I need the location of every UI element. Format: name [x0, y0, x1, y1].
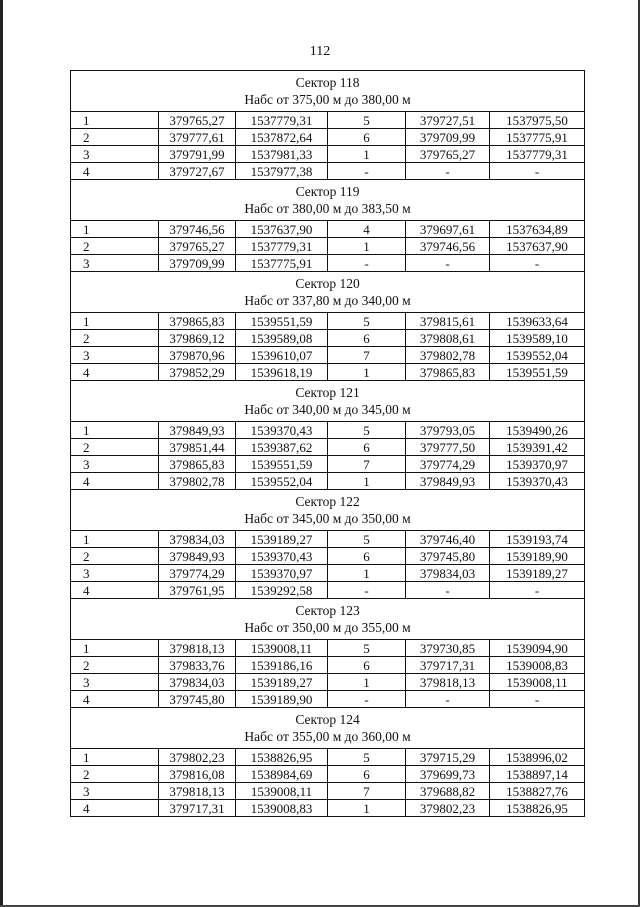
- point-x-cell: 379834,03: [159, 674, 236, 691]
- table-row: [71, 422, 585, 439]
- point-x-cell: 379865,83: [159, 456, 236, 473]
- point-y-cell: 1539589,10: [490, 330, 585, 347]
- point-y-cell: 1538827,76: [490, 783, 585, 800]
- point-x-cell: 379777,61: [159, 129, 236, 146]
- point-y-cell: 1539189,27: [490, 565, 585, 582]
- point-number-cell: 2: [71, 238, 159, 255]
- point-number-cell: 3: [71, 674, 159, 691]
- point-y-cell: 1537637,90: [490, 238, 585, 255]
- point-number-cell: -: [328, 255, 406, 272]
- table-row: [71, 347, 585, 364]
- point-y-cell: 1539387,62: [236, 439, 328, 456]
- sector-header: [71, 490, 585, 531]
- point-number-cell: 5: [328, 422, 406, 439]
- sector-elevation-range: Набс от 340,00 м до 345,00 м: [244, 402, 411, 417]
- point-y-cell: 1539610,07: [236, 347, 328, 364]
- point-x-cell: 379870,96: [159, 347, 236, 364]
- point-y-cell: 1537634,89: [490, 221, 585, 238]
- point-x-cell: 379815,61: [406, 313, 490, 330]
- point-x-cell: 379745,80: [406, 548, 490, 565]
- table-row: [71, 163, 585, 180]
- point-x-cell: 379774,29: [159, 565, 236, 582]
- point-number-cell: 1: [328, 674, 406, 691]
- table-row: [71, 330, 585, 347]
- point-x-cell: -: [406, 582, 490, 599]
- point-x-cell: 379688,82: [406, 783, 490, 800]
- point-y-cell: 1539370,97: [236, 565, 328, 582]
- point-number-cell: 7: [328, 456, 406, 473]
- point-y-cell: 1538826,95: [236, 749, 328, 766]
- point-number-cell: 4: [328, 221, 406, 238]
- table-row: [71, 800, 585, 817]
- sector-title: Сектор 124: [295, 712, 360, 727]
- table-row: [71, 112, 585, 129]
- sector-title: Сектор 120: [295, 276, 360, 291]
- point-number-cell: 3: [71, 255, 159, 272]
- point-y-cell: 1538984,69: [236, 766, 328, 783]
- point-x-cell: 379852,29: [159, 364, 236, 381]
- point-y-cell: 1538996,02: [490, 749, 585, 766]
- point-y-cell: 1539008,11: [236, 640, 328, 657]
- table-row: [71, 439, 585, 456]
- point-x-cell: 379816,08: [159, 766, 236, 783]
- point-y-cell: 1539370,43: [490, 473, 585, 490]
- point-number-cell: 6: [328, 766, 406, 783]
- sector-title: Сектор 123: [295, 603, 360, 618]
- table-row: [71, 238, 585, 255]
- point-y-cell: 1539189,27: [236, 531, 328, 548]
- point-y-cell: 1538826,95: [490, 800, 585, 817]
- point-x-cell: 379717,31: [159, 800, 236, 817]
- point-y-cell: 1537637,90: [236, 221, 328, 238]
- point-number-cell: 1: [71, 749, 159, 766]
- point-x-cell: 379802,78: [159, 473, 236, 490]
- point-x-cell: -: [406, 255, 490, 272]
- scan-edge-left: [0, 0, 3, 907]
- point-number-cell: 3: [71, 146, 159, 163]
- point-x-cell: 379746,40: [406, 531, 490, 548]
- point-y-cell: 1539490,26: [490, 422, 585, 439]
- point-y-cell: 1537872,64: [236, 129, 328, 146]
- sector-header: [71, 708, 585, 749]
- point-y-cell: 1538897,14: [490, 766, 585, 783]
- point-x-cell: 379715,29: [406, 749, 490, 766]
- table-row: [71, 456, 585, 473]
- point-number-cell: 1: [71, 531, 159, 548]
- point-y-cell: 1539370,43: [236, 422, 328, 439]
- point-x-cell: 379745,80: [159, 691, 236, 708]
- point-x-cell: 379727,51: [406, 112, 490, 129]
- sector-title: Сектор 119: [295, 184, 360, 199]
- point-x-cell: 379746,56: [406, 238, 490, 255]
- point-x-cell: 379865,83: [406, 364, 490, 381]
- point-y-cell: 1539189,90: [490, 548, 585, 565]
- point-y-cell: -: [490, 582, 585, 599]
- page-number: 112: [309, 44, 331, 59]
- point-x-cell: 379849,93: [159, 422, 236, 439]
- point-y-cell: 1539552,04: [490, 347, 585, 364]
- table-row: [71, 640, 585, 657]
- point-y-cell: 1539370,97: [490, 456, 585, 473]
- point-number-cell: 5: [328, 531, 406, 548]
- point-number-cell: 6: [328, 330, 406, 347]
- point-number-cell: 1: [328, 146, 406, 163]
- point-number-cell: -: [328, 691, 406, 708]
- sector-header: [71, 180, 585, 221]
- table-row: [71, 221, 585, 238]
- point-number-cell: 1: [71, 313, 159, 330]
- table-row: [71, 548, 585, 565]
- point-number-cell: 1: [328, 800, 406, 817]
- sector-elevation-range: Набс от 380,00 м до 383,50 м: [244, 201, 411, 216]
- point-x-cell: 379818,13: [406, 674, 490, 691]
- point-y-cell: 1539551,59: [236, 456, 328, 473]
- point-number-cell: 7: [328, 347, 406, 364]
- point-number-cell: 2: [71, 439, 159, 456]
- point-y-cell: 1539292,58: [236, 582, 328, 599]
- point-y-cell: 1539391,42: [490, 439, 585, 456]
- point-y-cell: 1539008,83: [236, 800, 328, 817]
- point-x-cell: 379717,31: [406, 657, 490, 674]
- table-row: [71, 255, 585, 272]
- point-y-cell: 1539008,11: [236, 783, 328, 800]
- table-row: [71, 473, 585, 490]
- point-x-cell: 379793,05: [406, 422, 490, 439]
- point-number-cell: 5: [328, 640, 406, 657]
- point-y-cell: 1537775,91: [490, 129, 585, 146]
- point-number-cell: 3: [71, 565, 159, 582]
- sector-title: Сектор 118: [295, 75, 360, 90]
- point-number-cell: 2: [71, 548, 159, 565]
- point-x-cell: 379818,13: [159, 640, 236, 657]
- point-x-cell: 379818,13: [159, 783, 236, 800]
- point-number-cell: 4: [71, 364, 159, 381]
- point-number-cell: 4: [71, 473, 159, 490]
- point-x-cell: 379849,93: [159, 548, 236, 565]
- point-x-cell: -: [406, 691, 490, 708]
- sector-elevation-range: Набс от 337,80 м до 340,00 м: [244, 293, 411, 308]
- table-row: [71, 766, 585, 783]
- point-y-cell: 1539618,19: [236, 364, 328, 381]
- point-x-cell: 379808,61: [406, 330, 490, 347]
- point-x-cell: 379727,67: [159, 163, 236, 180]
- table-row: [71, 129, 585, 146]
- sector-table: [70, 271, 585, 381]
- sector-elevation-range: Набс от 350,00 м до 355,00 м: [244, 620, 411, 635]
- point-x-cell: 379777,50: [406, 439, 490, 456]
- point-x-cell: 379834,03: [406, 565, 490, 582]
- table-row: [71, 749, 585, 766]
- point-y-cell: 1537779,31: [236, 112, 328, 129]
- point-y-cell: 1537779,31: [490, 146, 585, 163]
- table-row: [71, 783, 585, 800]
- point-number-cell: 4: [71, 800, 159, 817]
- point-y-cell: 1539589,08: [236, 330, 328, 347]
- point-x-cell: 379761,95: [159, 582, 236, 599]
- point-number-cell: 5: [328, 112, 406, 129]
- point-number-cell: 2: [71, 330, 159, 347]
- point-x-cell: 379865,83: [159, 313, 236, 330]
- point-number-cell: 1: [328, 364, 406, 381]
- point-number-cell: 1: [71, 221, 159, 238]
- point-x-cell: 379851,44: [159, 439, 236, 456]
- point-number-cell: 4: [71, 582, 159, 599]
- table-row: [71, 531, 585, 548]
- point-number-cell: 6: [328, 548, 406, 565]
- point-number-cell: 4: [71, 691, 159, 708]
- point-x-cell: 379849,93: [406, 473, 490, 490]
- point-number-cell: 1: [71, 422, 159, 439]
- point-number-cell: 6: [328, 129, 406, 146]
- point-x-cell: 379746,56: [159, 221, 236, 238]
- point-y-cell: -: [490, 163, 585, 180]
- point-y-cell: 1539551,59: [236, 313, 328, 330]
- table-row: [71, 565, 585, 582]
- sector-header: [71, 599, 585, 640]
- point-number-cell: 1: [71, 112, 159, 129]
- sector-elevation-range: Набс от 355,00 м до 360,00 м: [244, 729, 411, 744]
- point-y-cell: 1539189,90: [236, 691, 328, 708]
- point-number-cell: -: [328, 582, 406, 599]
- point-x-cell: 379765,27: [159, 112, 236, 129]
- point-y-cell: 1537779,31: [236, 238, 328, 255]
- sector-header: [71, 381, 585, 422]
- point-y-cell: 1539008,83: [490, 657, 585, 674]
- point-number-cell: 5: [328, 313, 406, 330]
- point-x-cell: 379697,61: [406, 221, 490, 238]
- sector-elevation-range: Набс от 345,00 м до 350,00 м: [244, 511, 411, 526]
- point-x-cell: 379869,12: [159, 330, 236, 347]
- point-x-cell: 379709,99: [159, 255, 236, 272]
- point-number-cell: -: [328, 163, 406, 180]
- point-number-cell: 1: [71, 640, 159, 657]
- sector-table: [70, 489, 585, 599]
- sector-table: [70, 380, 585, 490]
- point-y-cell: 1537775,91: [236, 255, 328, 272]
- point-y-cell: 1537975,50: [490, 112, 585, 129]
- sector-title: Сектор 121: [295, 385, 360, 400]
- point-number-cell: 4: [71, 163, 159, 180]
- point-number-cell: 7: [328, 783, 406, 800]
- point-y-cell: 1539008,11: [490, 674, 585, 691]
- point-y-cell: -: [490, 255, 585, 272]
- sector-table: [70, 70, 585, 180]
- table-row: [71, 364, 585, 381]
- point-number-cell: 1: [328, 473, 406, 490]
- point-y-cell: 1539633,64: [490, 313, 585, 330]
- point-y-cell: 1539189,27: [236, 674, 328, 691]
- point-number-cell: 3: [71, 456, 159, 473]
- point-number-cell: 2: [71, 766, 159, 783]
- point-y-cell: 1539094,90: [490, 640, 585, 657]
- point-x-cell: 379709,99: [406, 129, 490, 146]
- point-number-cell: 2: [71, 129, 159, 146]
- point-y-cell: 1539370,43: [236, 548, 328, 565]
- point-y-cell: -: [490, 691, 585, 708]
- point-number-cell: 6: [328, 439, 406, 456]
- sector-elevation-range: Набс от 375,00 м до 380,00 м: [244, 92, 411, 107]
- point-number-cell: 1: [328, 238, 406, 255]
- sector-header: [71, 71, 585, 112]
- point-x-cell: 379834,03: [159, 531, 236, 548]
- point-number-cell: 3: [71, 347, 159, 364]
- point-x-cell: 379774,29: [406, 456, 490, 473]
- point-y-cell: 1537981,33: [236, 146, 328, 163]
- point-y-cell: 1539193,74: [490, 531, 585, 548]
- table-row: [71, 674, 585, 691]
- point-x-cell: 379833,76: [159, 657, 236, 674]
- point-x-cell: 379765,27: [406, 146, 490, 163]
- point-y-cell: 1539186,16: [236, 657, 328, 674]
- point-number-cell: 6: [328, 657, 406, 674]
- point-x-cell: 379730,85: [406, 640, 490, 657]
- point-x-cell: 379802,78: [406, 347, 490, 364]
- table-row: [71, 691, 585, 708]
- sector-table: [70, 598, 585, 708]
- sector-table: [70, 179, 585, 272]
- sector-title: Сектор 122: [295, 494, 360, 509]
- table-row: [71, 582, 585, 599]
- point-number-cell: 1: [328, 565, 406, 582]
- table-row: [71, 657, 585, 674]
- coordinates-document: [70, 70, 584, 817]
- point-number-cell: 5: [328, 749, 406, 766]
- table-row: [71, 146, 585, 163]
- point-x-cell: 379765,27: [159, 238, 236, 255]
- sector-table: [70, 707, 585, 817]
- point-x-cell: 379802,23: [406, 800, 490, 817]
- point-x-cell: -: [406, 163, 490, 180]
- point-y-cell: 1539552,04: [236, 473, 328, 490]
- sector-header: [71, 272, 585, 313]
- point-x-cell: 379802,23: [159, 749, 236, 766]
- point-x-cell: 379791,99: [159, 146, 236, 163]
- point-x-cell: 379699,73: [406, 766, 490, 783]
- table-row: [71, 313, 585, 330]
- point-number-cell: 3: [71, 783, 159, 800]
- point-y-cell: 1537977,38: [236, 163, 328, 180]
- point-y-cell: 1539551,59: [490, 364, 585, 381]
- point-number-cell: 2: [71, 657, 159, 674]
